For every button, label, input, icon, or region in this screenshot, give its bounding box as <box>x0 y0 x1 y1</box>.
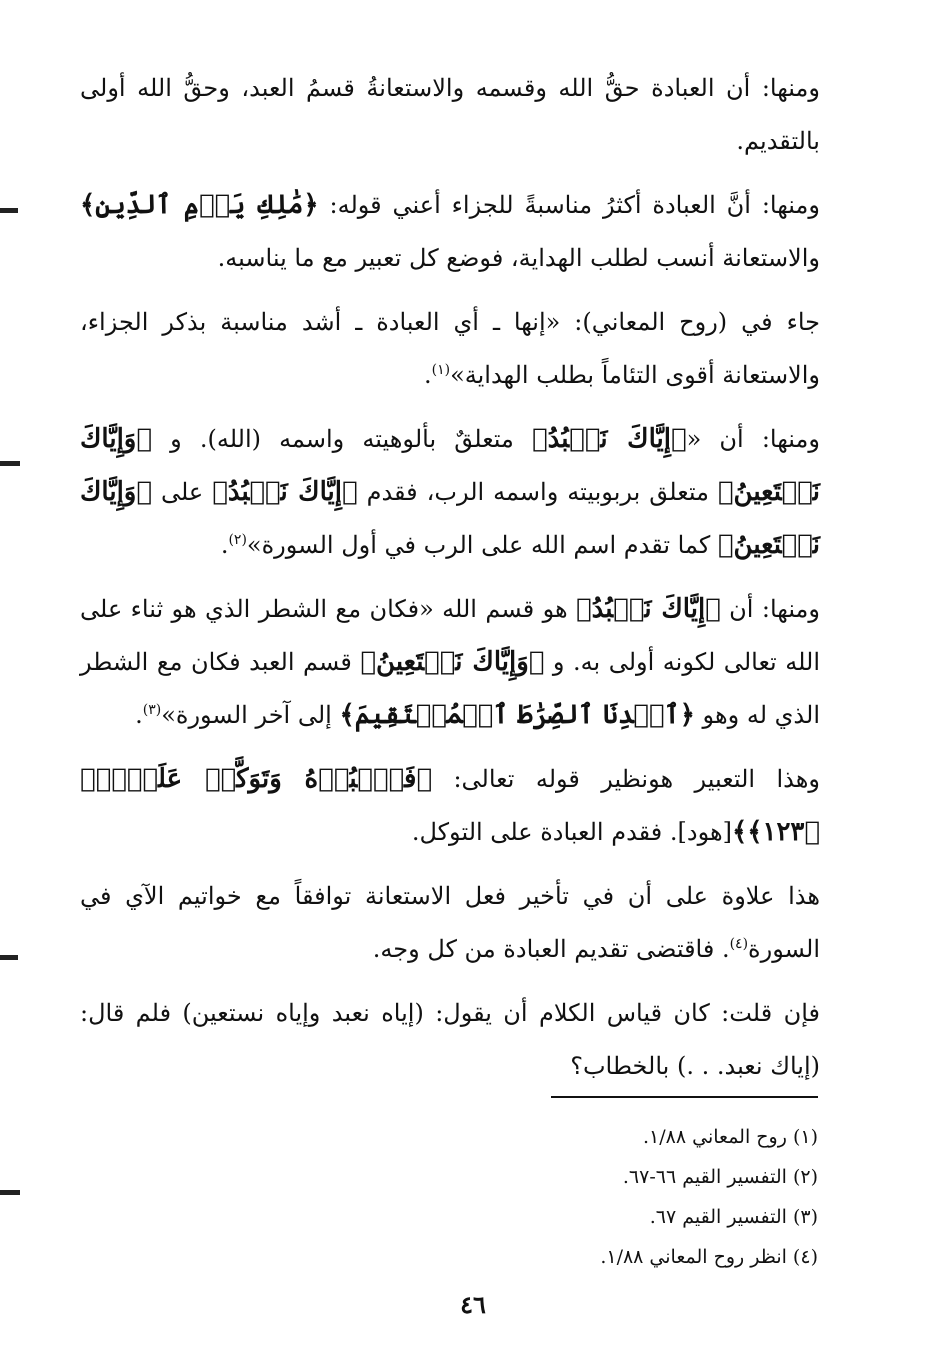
paragraph-text: . <box>135 701 143 729</box>
margin-mark <box>0 955 18 960</box>
paragraph-1 <box>80 62 820 168</box>
paragraph-text: فإن قلت: كان قياس الكلام أن يقول: (إياه نعبد وإياه نستعين) فلم قال: (إياك نعبد. . .) بالخطاب؟ <box>80 999 820 1080</box>
paragraph-2 <box>80 179 820 285</box>
paragraph-text: على <box>151 478 213 506</box>
footnote-separator <box>551 1096 818 1098</box>
footnote-ref: (٢) <box>228 532 247 548</box>
paragraph-text: ومنها: أنَّ العبادة أكثرُ مناسبةً للجزاء أعني قوله: <box>318 191 820 219</box>
paragraph-text: . فاقتضى تقديم العبادة من كل وجه. <box>372 935 730 963</box>
quran-verse: ﴿ٱهۡدِنَا ٱلصِّرَٰطَ ٱلۡمُسۡتَقِيمَ﴾ <box>339 700 695 730</box>
quran-verse: ﴿إِيَّاكَ نَعۡبُدُ﴾ <box>576 594 721 624</box>
quran-verse: ﴿وَإِيَّاكَ نَسۡتَعِينُ﴾ <box>80 477 820 560</box>
paragraph-text: وهذا التعبير هونظير قوله تعالى: <box>432 765 820 793</box>
paragraph-4 <box>80 413 820 572</box>
quran-verse: ﴿وَإِيَّاكَ نَسۡتَعِينُ﴾ <box>360 647 545 677</box>
footnote-ref: (١) <box>431 362 451 378</box>
paragraph-text: . <box>423 361 432 389</box>
quran-verse: ﴿وَإِيَّاكَ نَسۡتَعِينُ﴾ <box>80 424 820 507</box>
footnotes <box>418 1117 818 1277</box>
paragraph-7 <box>80 870 820 976</box>
paragraph-text: ومنها: أن « <box>686 425 820 453</box>
margin-mark <box>0 1190 20 1195</box>
paragraph-text: قسم العبد فكان مع الشطر الذي له وهو <box>80 648 820 729</box>
paragraph-text: متعلق بربوبيته واسمه الرب، فقدم <box>357 478 718 506</box>
paragraph-text: ومنها: أن العبادة حقُّ الله وقسمه والاستعانةُ قسمُ العبد، وحقُّ الله أولى بالتقديم. <box>80 74 820 155</box>
paragraph-text: والاستعانة أنسب لطلب الهداية، فوضع كل تعبير مع ما يناسبه. <box>217 244 820 272</box>
footnote-item: (٤) انظر روح المعاني ١/٨٨. <box>600 1246 818 1268</box>
paragraph-3 <box>80 296 820 402</box>
page-body <box>80 62 820 1104</box>
paragraph-text: هو قسم الله «فكان مع الشطر الذي هو ثناء على الله تعالى لكونه أولى به. و <box>80 595 820 676</box>
paragraph-text: . <box>220 531 229 559</box>
paragraph-text: إلى آخر السورة» <box>161 701 340 729</box>
footnote-item: (١) روح المعاني ١/٨٨. <box>643 1126 818 1148</box>
quran-verse: ﴿إِيَّاكَ نَعۡبُدُ﴾ <box>212 477 358 507</box>
footnote-item: (٢) التفسير القيم ٦٦-٦٧. <box>622 1166 818 1188</box>
margin-mark <box>0 208 18 213</box>
footnote-ref: (٤) <box>729 936 749 952</box>
footnote-item: (٣) التفسير القيم ٦٧. <box>649 1206 818 1228</box>
paragraph-text: هذا علاوة على أن في تأخير فعل الاستعانة توافقاً مع خواتيم الآي في السورة <box>80 882 820 963</box>
quran-verse: ﴿إِيَّاكَ نَعۡبُدُ﴾ <box>532 424 687 454</box>
paragraph-6 <box>80 753 820 859</box>
paragraph-text: متعلقٌ بألوهيته واسمه (الله). و <box>151 425 533 453</box>
page-number: ٤٦ <box>460 1290 486 1319</box>
paragraph-text: جاء في (روح المعاني): «إنها ـ أي العبادة ـ أشد مناسبة بذكر الجزاء، والاستعانة أقوى التئاماً بطلب الهداية» <box>80 308 820 389</box>
paragraph-text: كما تقدم اسم الله على الرب في أول السورة» <box>246 531 718 559</box>
paragraph-8 <box>80 987 820 1093</box>
paragraph-5 <box>80 583 820 742</box>
quran-verse: ﴿فَٱعۡبُدۡهُ وَتَوَكَّلۡ عَلَيۡهِۚ ﴿١٢٣﴾﴾ <box>80 764 820 847</box>
paragraph-text: ومنها: أن <box>720 595 821 623</box>
paragraph-text: [هود]. فقدم العبادة على التوكل. <box>411 818 733 846</box>
margin-mark <box>0 461 20 466</box>
footnote-ref: (٣) <box>142 702 162 718</box>
quran-verse: ﴿مَٰلِكِ يَوۡمِ ٱلدِّينِ﴾ <box>80 190 319 220</box>
